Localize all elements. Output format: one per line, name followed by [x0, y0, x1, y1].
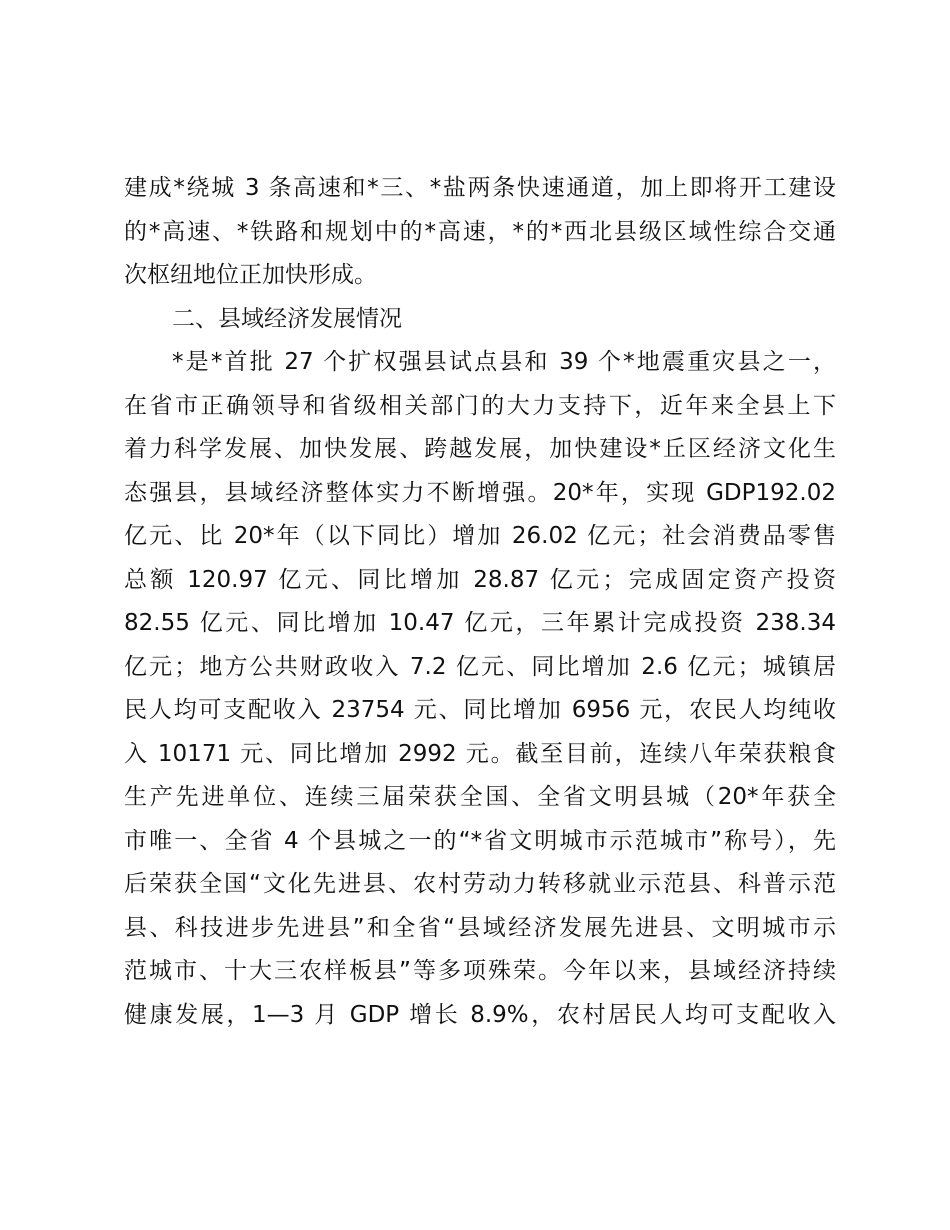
- text-line: 亿元；地方公共财政收入 7.2 亿元、同比增加 2.6 亿元；城镇居: [124, 653, 836, 680]
- section-heading: 二、县域经济发展情况: [172, 305, 402, 332]
- paragraph-first-line: *是*首批 27 个扩权强县试点县和 39 个*地震重灾县之一，: [172, 349, 836, 375]
- body-text: [124, 167, 836, 1037]
- text-line: 市唯一、全省 4 个县城之一的“*省文明城市示范城市”称号），先: [124, 827, 836, 854]
- text-line: 在省市正确领导和省级相关部门的大力支持下，近年来全县上下: [124, 392, 836, 419]
- text-line: 亿元、比 20*年（以下同比）增加 26.02 亿元；社会消费品零售: [124, 523, 836, 549]
- text-line: 次枢纽地位正加快形成。: [124, 262, 377, 288]
- text-line: 的*高速、*铁路和规划中的*高速，*的*西北县级区域性综合交通: [124, 218, 836, 245]
- text-line: 后荣获全国“文化先进县、农村劳动力转移就业示范县、科普示范: [124, 871, 836, 897]
- text-line: 建成*绕城 3 条高速和*三、*盐两条快速通道，加上即将开工建设: [124, 175, 836, 201]
- text-line: 总额 120.97 亿元、同比增加 28.87 亿元；完成固定资产投资: [124, 566, 836, 593]
- text-line: 范城市、十大三农样板县”等多项殊荣。今年以来，县域经济持续: [124, 958, 836, 984]
- text-line: 民人均可支配收入 23754 元、同比增加 6956 元，农民人均纯收: [124, 697, 836, 723]
- text-line: 着力科学发展、加快发展、跨越发展，加快建设*丘区经济文化生: [124, 436, 836, 462]
- text-line: 县、科技进步先进县”和全省“县域经济发展先进县、文明城市示: [124, 914, 836, 941]
- text-line: 态强县，县域经济整体实力不断增强。20*年，实现 GDP192.02: [124, 479, 836, 506]
- text-line: 入 10171 元、同比增加 2992 元。截至目前，连续八年荣获粮食: [124, 740, 836, 767]
- text-line: 82.55 亿元、同比增加 10.47 亿元，三年累计完成投资 238.34: [124, 610, 836, 636]
- text-line: 生产先进单位、连续三届荣获全国、全省文明县城（20*年获全: [124, 784, 836, 810]
- text-line: 健康发展，1—3 月 GDP 增长 8.9%，农村居民人均可支配收入: [124, 1001, 836, 1028]
